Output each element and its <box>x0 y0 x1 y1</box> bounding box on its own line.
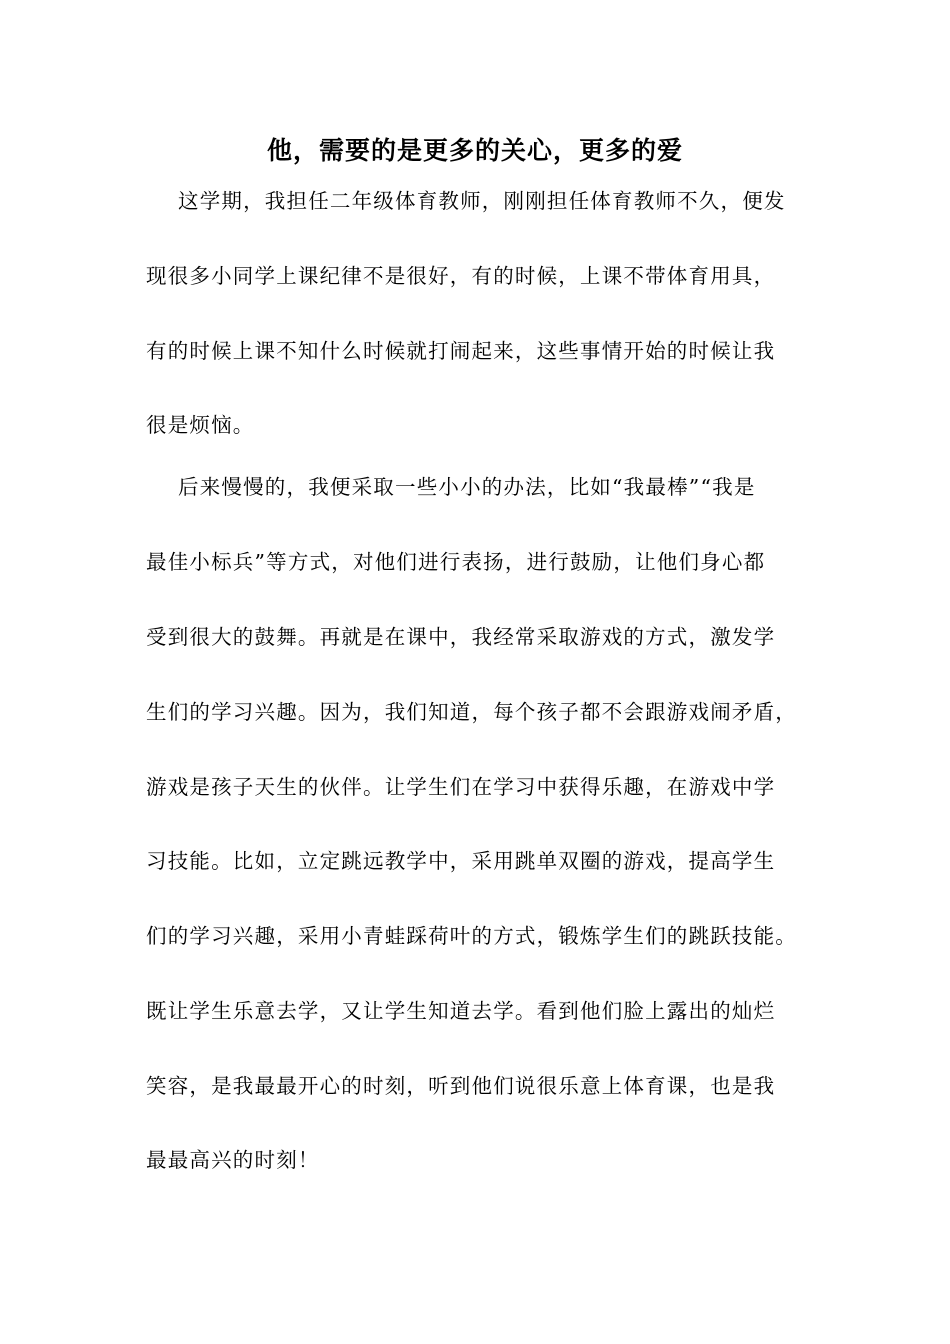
paragraph-2-line-10: 最最高兴的时刻！ <box>146 1148 320 1172</box>
paragraph-1-line-2: 现很多小同学上课纪律不是很好，有的时候，上课不带体育用具， <box>146 264 776 288</box>
paragraph-2-line-5: 游戏是孩子天生的伙伴。让学生们在学习中获得乐趣，在游戏中学 <box>146 775 776 799</box>
paragraph-2-line-8: 既让学生乐意去学，又让学生知道去学。看到他们脸上露出的灿烂 <box>146 999 776 1023</box>
paragraph-2-line-3: 受到很大的鼓舞。再就是在课中，我经常采取游戏的方式，激发学 <box>146 625 776 649</box>
paragraph-2-line-6: 习技能。比如，立定跳远教学中，采用跳单双圈的游戏，提高学生 <box>146 849 776 873</box>
paragraph-1-line-4: 很是烦恼。 <box>146 413 255 437</box>
paragraph-2-line-2: 最佳小标兵”等方式，对他们进行表扬，进行鼓励，让他们身心都 <box>146 550 766 574</box>
paragraph-2-line-7: 们的学习兴趣，采用小青蛙踩荷叶的方式，锻炼学生们的跳跃技能。 <box>146 924 797 948</box>
paragraph-1-line-1: 这学期，我担任二年级体育教师，刚刚担任体育教师不久，便发 <box>178 189 786 213</box>
paragraph-1-line-3: 有的时候上课不知什么时候就打闹起来，这些事情开始的时候让我 <box>146 339 776 363</box>
document-title: 他，需要的是更多的关心，更多的爱 <box>266 136 683 165</box>
paragraph-2-line-9: 笑容，是我最最开心的时刻，听到他们说很乐意上体育课，也是我 <box>146 1074 776 1098</box>
paragraph-2-line-1: 后来慢慢的，我便采取一些小小的办法，比如“我最棒”“我是 <box>178 475 756 499</box>
paragraph-2-line-4: 生们的学习兴趣。因为，我们知道，每个孩子都不会跟游戏闹矛盾， <box>146 700 797 724</box>
